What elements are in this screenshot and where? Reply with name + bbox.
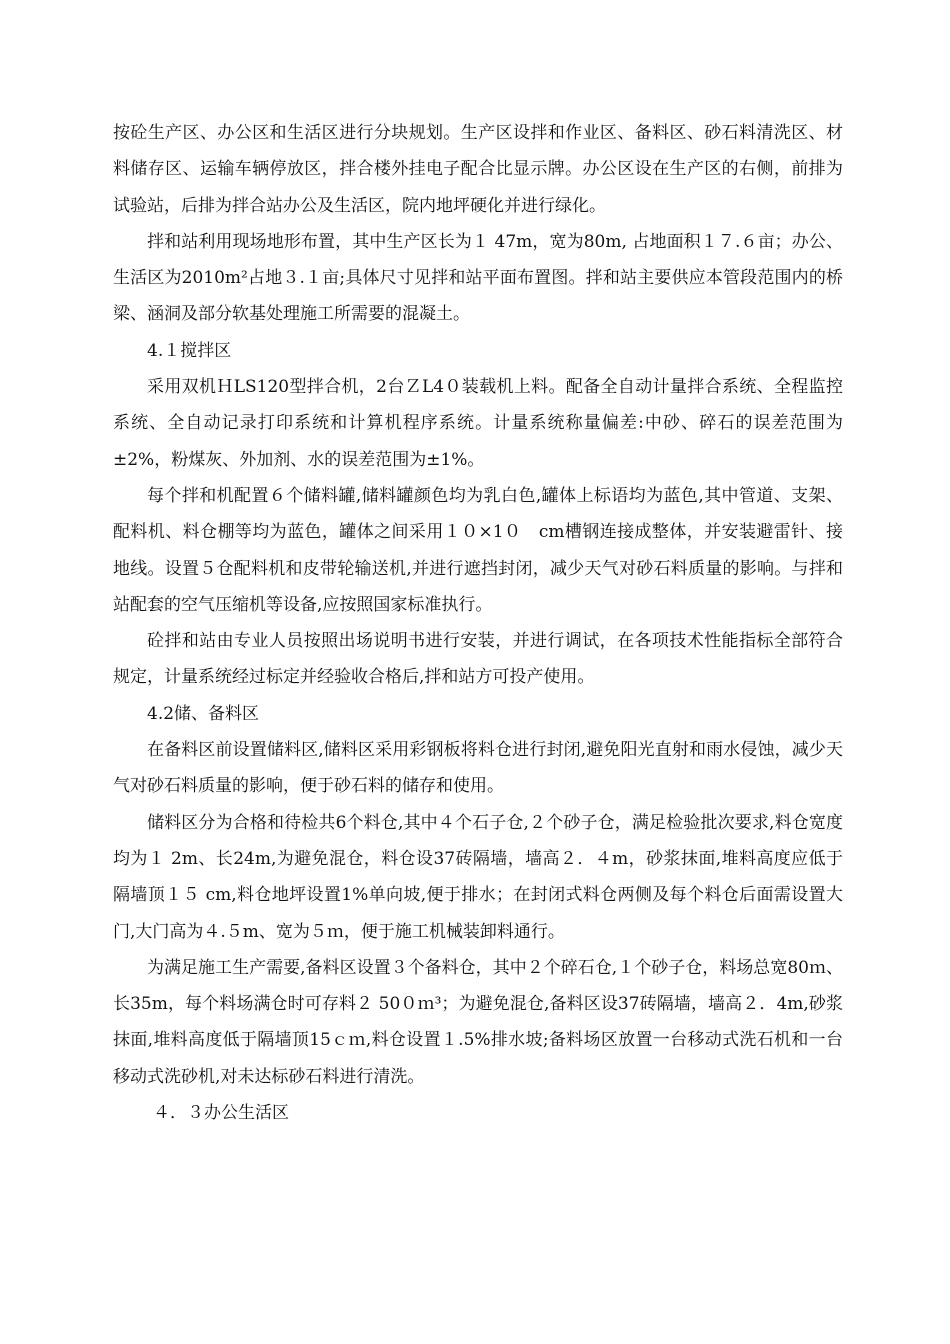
paragraph-storage-tanks: 每个拌和机配置６个储料罐,储料罐颜色均为乳白色,罐体上标语均为蓝色,其中管道、支架、配料机、料仓棚等均为蓝色，罐体之间采用１０×1０ cm槽钢连接成整体，并安装避雷针、接地线。设置５仓配料机和皮带轮输送机,并进行遮挡封闭，减少天气对砂石料质量的影响。与拌和站配套的空气压缩机等设备,应按照国家标准执行。 [113, 485, 843, 615]
paragraph-storage-bins: 储料区分为合格和待检共6个料仓,其中４个石子仓,２个砂子仓，满足检验批次要求,料仓宽度均为１ 2m、长24m,为避免混仓，料仓设37砖隔墙，墙高２．４m，砂浆抹面,堆料高度应低于隔墙顶１５ cm,料仓地坪设置1%单向坡,便于排水；在封闭式料仓两侧及每个料仓后面需设置大门,大门高为４.５m、宽为５ｍ，便于施工机械装卸料通行。 [113, 812, 843, 942]
paragraph-site-layout: 拌和站利用现场地形布置，其中生产区长为１ 47m，宽为80m, 占地面积１７.６亩；办公、生活区为2010m²占地３.１亩;具体尺寸见拌和站平面布置图。拌和站主要供应本管段范围内的桥梁、涵洞及部分软基处理施工所需要的混凝土。 [113, 231, 843, 325]
paragraph-mixer-equipment: 采用双机ＨLS120型拌合机，2台ＺL4０装载机上料。配备全自动计量拌合系统、全程监控系统、全自动记录打印系统和计算机程序系统。计量系统称量偏差:中砂、碎石的误差范围为±2%，粉煤灰、外加剂、水的误差范围为±1%。 [113, 377, 843, 470]
paragraph-zoning: 按砼生产区、办公区和生活区进行分块规划。生产区设拌和作业区、备料区、砂石料清洗区、材料储存区、运输车辆停放区，拌合楼外挂电子配合比显示牌。办公区设在生产区的右侧，前排为试验站，后排为拌合站办公及生活区，院内地坪硬化并进行绿化。 [113, 123, 843, 216]
paragraph-storage-enclosure: 在备料区前设置储料区,储料区采用彩钢板将料仓进行封闭,避免阳光直射和雨水侵蚀，减少天气对砂石料质量的影响，便于砂石料的储存和使用。 [113, 740, 843, 797]
paragraph-installation: 砼拌和站由专业人员按照出场说明书进行安装，并进行调试，在各项技术性能指标全部符合规定，计量系统经过标定并经验收合格后,拌和站方可投产使用。 [113, 631, 843, 688]
section-heading-mixing-area: 4.１搅拌区 [147, 340, 232, 361]
paragraph-stockpile-bins: 为满足施工生产需要,备料区设置３个备料仓，其中２个碎石仓,１个砂子仓，料场总宽80ｍ、长35m，每个料场满仓时可存料２ 50０ｍ³；为避免混仓,备料区设37砖隔墙，墙高２．4m,砂浆抹面,堆料高度低于隔墙顶15ｃｍ,料仓设置１.5%排水坡;备料场区放置一台移动式洗石机和一台移动式洗砂机,对未达标砂石料进行清洗。 [113, 957, 843, 1087]
section-heading-storage-area: 4.2储、备料区 [147, 703, 260, 724]
section-heading-office-living-area: ４．３办公生活区 [153, 1103, 289, 1124]
document-body [113, 115, 843, 1131]
